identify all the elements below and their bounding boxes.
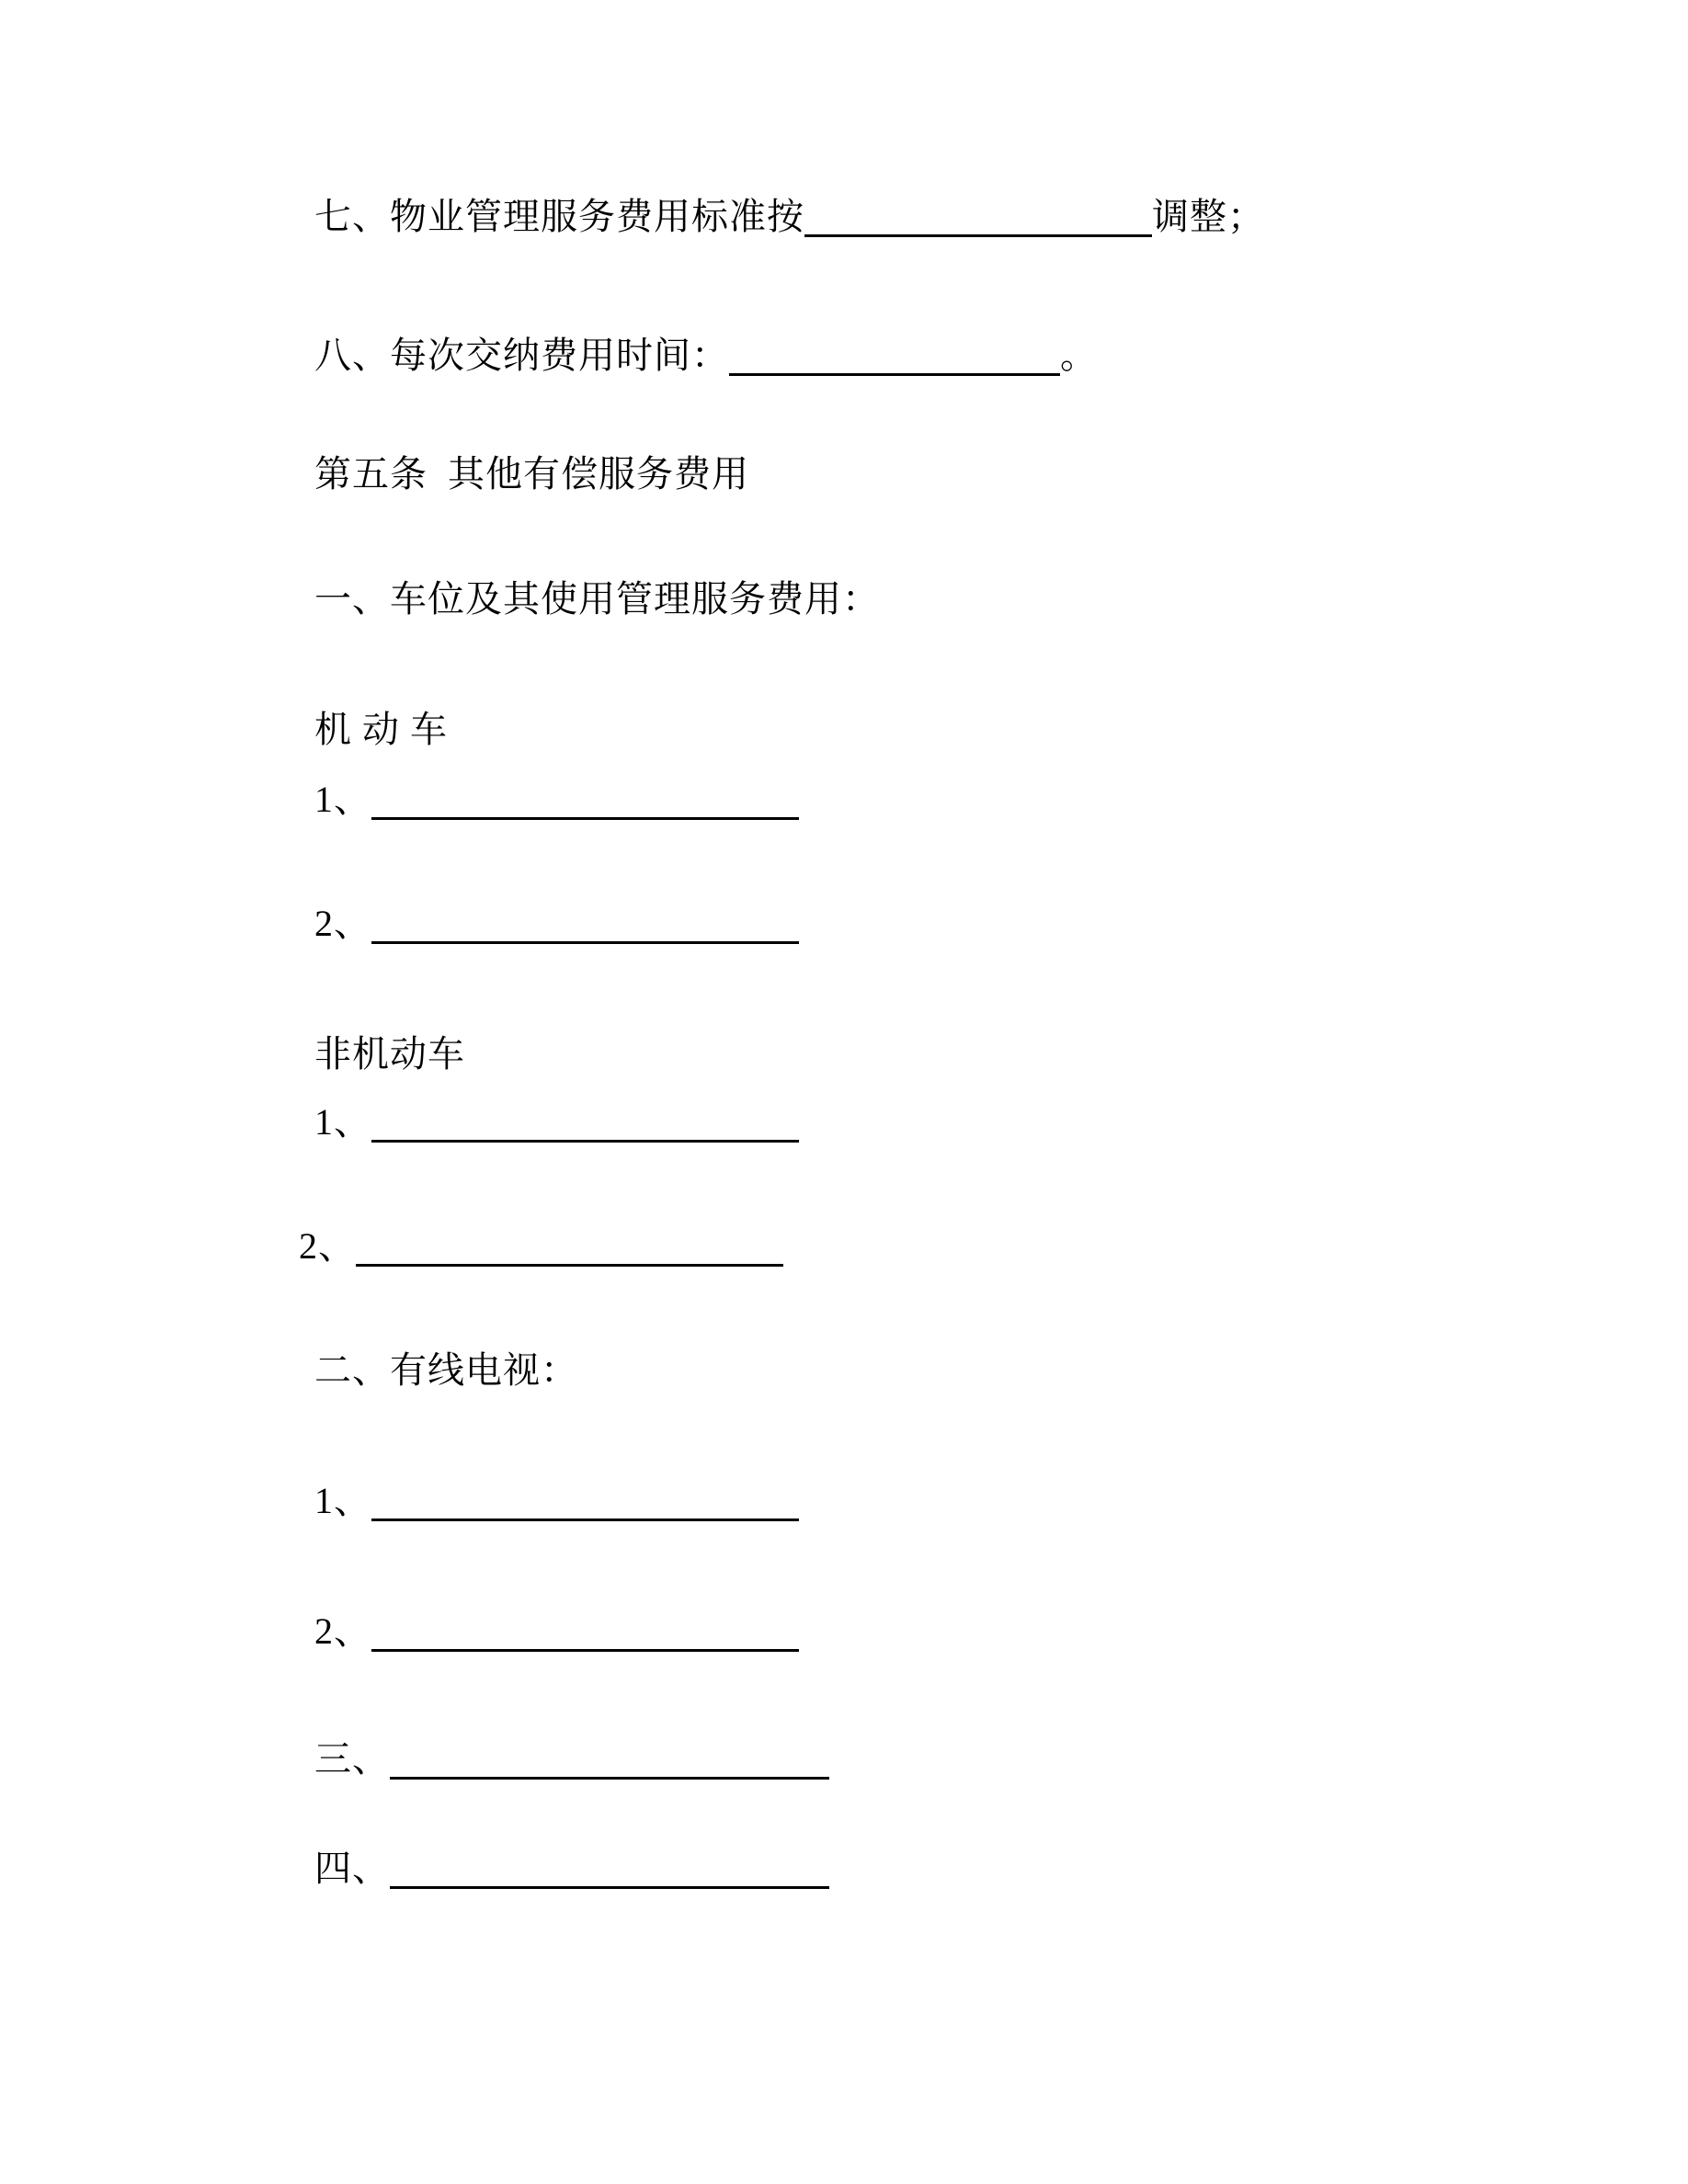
motor-vehicle-item-1 xyxy=(314,778,799,822)
line-text: 一、车位及其使用管理服务费用： xyxy=(314,578,880,620)
article-5-heading xyxy=(314,452,749,496)
fill-in-blank[interactable] xyxy=(356,1261,783,1267)
line-text: 第五条 其他有偿服务费用 xyxy=(314,453,749,495)
line-text: 七、物业管理服务费用标准按 xyxy=(314,196,804,237)
line-text: 1、 xyxy=(314,1480,371,1521)
line-text: 机 动 车 xyxy=(314,709,448,750)
line-text: 1、 xyxy=(314,1101,371,1143)
line-text: 二、有线电视： xyxy=(314,1349,578,1391)
fill-in-blank[interactable] xyxy=(371,1137,799,1143)
fill-in-blank[interactable] xyxy=(390,1883,829,1889)
motor-vehicle-label xyxy=(314,708,448,752)
line-text: 2、 xyxy=(299,1225,356,1267)
fill-in-blank[interactable] xyxy=(371,1516,799,1521)
fill-in-blank[interactable] xyxy=(804,232,1152,237)
line-text: 三、 xyxy=(314,1738,390,1780)
fill-in-blank[interactable] xyxy=(371,814,799,820)
fill-in-blank[interactable] xyxy=(729,370,1060,376)
non-motor-vehicle-label xyxy=(314,1032,465,1076)
line-text: 四、 xyxy=(314,1848,390,1889)
section-2-heading xyxy=(314,1348,578,1393)
section-4-line xyxy=(314,1847,829,1891)
catv-item-2 xyxy=(314,1610,799,1654)
non-motor-vehicle-item-2 xyxy=(299,1224,783,1268)
fill-in-blank[interactable] xyxy=(371,938,799,944)
line-text-after: 。 xyxy=(1060,335,1098,376)
fill-in-blank[interactable] xyxy=(390,1774,829,1780)
catv-item-1 xyxy=(314,1479,799,1523)
motor-vehicle-item-2 xyxy=(314,902,799,946)
clause-8-line xyxy=(314,334,1098,378)
line-text: 非机动车 xyxy=(314,1033,465,1075)
line-text: 八、每次交纳费用时间： xyxy=(314,335,729,376)
line-text: 2、 xyxy=(314,1610,371,1652)
line-text: 1、 xyxy=(314,779,371,820)
section-3-line xyxy=(314,1737,829,1781)
fill-in-blank[interactable] xyxy=(371,1646,799,1652)
section-1-heading xyxy=(314,577,880,621)
line-text: 2、 xyxy=(314,903,371,944)
line-text-after: 调整； xyxy=(1152,196,1265,237)
non-motor-vehicle-item-1 xyxy=(314,1100,799,1144)
clause-7-line xyxy=(314,195,1265,239)
